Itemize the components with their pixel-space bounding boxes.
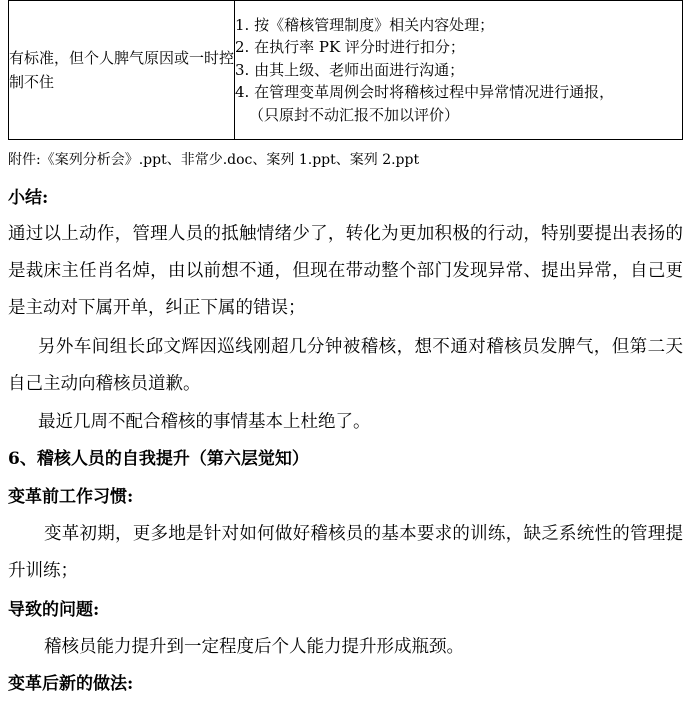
- attachment-line: 附件:《案列分析会》.ppt、非常少.doc、案列 1.ppt、案列 2.ppt: [8, 152, 420, 168]
- measure-item-1: 1. 按《稽核管理制度》相关内容处理；: [235, 15, 495, 34]
- before-change-heading: 变革前工作习惯:: [8, 487, 134, 507]
- measure-item-3: 3. 由其上级、老师出面进行沟通；: [235, 60, 465, 79]
- measure-item-4: 4. 在管理变革周例会时将稽核过程中异常情况进行通报，: [235, 83, 615, 102]
- summary-paragraph-1: 通过以上动作，管理人员的抵触情绪少了，转化为更加积极的行动，特别要提出表扬的是裁床主任肖名焯，由以前想不通，但现在带动整个部门发现异常、提出异常，自己更是主动对下属开单，纠正下属的错误；: [8, 224, 683, 318]
- summary-paragraph-3: 最近几周不配合稽核的事情基本上杜绝了。: [38, 412, 371, 432]
- problem-text: 稽核员能力提升到一定程度后个人能力提升形成瓶颈。: [44, 637, 464, 657]
- situation-cell: 有标准，但个人脾气原因或一时控制不住: [9, 1, 235, 140]
- measures-cell: [235, 1, 683, 140]
- summary-heading: 小结:: [8, 188, 49, 208]
- summary-paragraph-2: 另外车间组长邱文辉因巡线刚超几分钟被稽核，想不通对稽核员发脾气，但第二天自己主动向稽核员道歉。: [8, 337, 683, 394]
- measure-item-4-note: （只原封不动汇报不加以评价）: [249, 105, 460, 124]
- table-row: [9, 1, 683, 140]
- problem-heading: 导致的问题:: [8, 600, 100, 620]
- measures-table: [8, 0, 683, 140]
- after-change-heading: 变革后新的做法:: [8, 674, 134, 694]
- before-change-text: 变革初期，更多地是针对如何做好稽核员的基本要求的训练，缺乏系统性的管理提升训练；: [8, 524, 683, 581]
- measure-item-2: 2. 在执行率 PK 评分时进行扣分；: [235, 38, 465, 57]
- section-6-heading: 6、稽核人员的自我提升（第六层觉知）: [8, 449, 309, 469]
